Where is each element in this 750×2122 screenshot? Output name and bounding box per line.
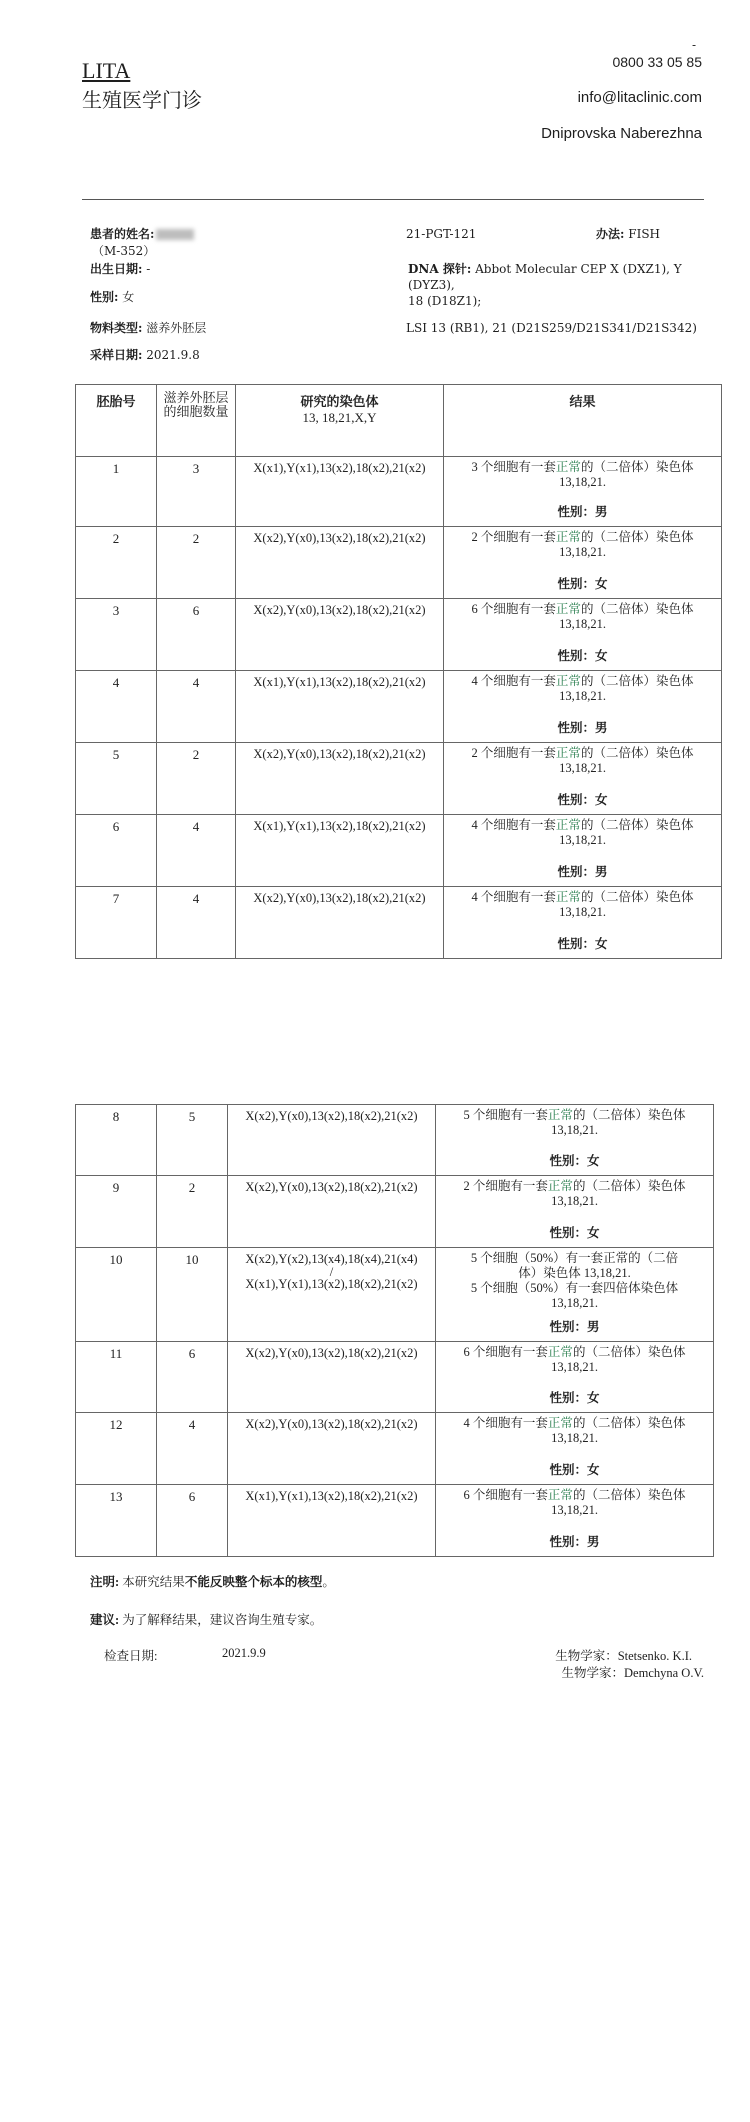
result-suffix: 的（二倍体）染色体: [580, 818, 694, 832]
patient-name-row: [90, 226, 194, 242]
result-count: 5: [463, 1108, 470, 1122]
table-row: [76, 599, 722, 671]
result-normal-highlight: 正常: [547, 1345, 573, 1359]
result-normal-highlight: 正常: [555, 460, 581, 474]
result-suffix: 的（二倍体）染色体: [580, 674, 694, 688]
clinic-name: 生殖医学门诊: [82, 90, 202, 112]
advice-text: 为了解释结果，建议咨询生殖专家。: [122, 1613, 323, 1627]
karyotype: [228, 1176, 436, 1248]
karyotype-text: X(x1),Y(x1),13(x2),18(x2),21(x2): [253, 675, 426, 689]
result-text: [450, 460, 715, 475]
sex-value: 男: [587, 1535, 600, 1549]
exam-date-label: 检查日期:: [104, 1649, 158, 1663]
table-row: [76, 1485, 714, 1557]
table-row: [76, 887, 722, 959]
sex-value: 男: [595, 865, 608, 879]
result-normal-highlight: 正常: [555, 602, 581, 616]
result-text: 体）染色体 13,18,21.: [518, 1266, 631, 1280]
result-sex: [436, 1391, 713, 1406]
result-cell: [436, 1248, 714, 1342]
sex-label: 性别：: [549, 1320, 587, 1334]
result-text: [450, 602, 715, 617]
result-count: 6: [471, 602, 478, 616]
result-chromosomes: 13,18,21.: [559, 833, 606, 847]
result-text: [442, 1488, 707, 1503]
cell-count: 6: [157, 1342, 228, 1413]
result-prefix: 个细胞有一套: [480, 460, 556, 474]
karyotype: [236, 457, 444, 527]
probe-line3: 18 (D18Z1);: [408, 294, 482, 308]
result-suffix: 的（二倍体）染色体: [580, 890, 694, 904]
cell-count: 10: [157, 1248, 228, 1342]
result-prefix: 个细胞有一套: [472, 1488, 548, 1502]
cell-count: 2: [157, 743, 236, 815]
dob-label: 出生日期:: [90, 262, 143, 276]
col-header-embryo: 胚胎号: [76, 385, 157, 457]
result-count: 4: [463, 1416, 470, 1430]
table-row: [76, 671, 722, 743]
result-cell: [436, 1176, 714, 1248]
results-table-page2: [75, 1104, 714, 1557]
karyotype: [236, 815, 444, 887]
result-text: [442, 1416, 707, 1431]
sex-label: 性别：: [557, 865, 595, 879]
result-prefix: 个细胞有一套: [472, 1179, 548, 1193]
embryo-number: 9: [76, 1176, 157, 1248]
result-count: 4: [471, 818, 478, 832]
probe-line2: (DYZ3),: [408, 278, 455, 292]
embryo-number: 8: [76, 1105, 157, 1176]
biologist-2: 生物学家：Demchyna O.V.: [561, 1666, 704, 1680]
table-row: [76, 743, 722, 815]
sex-label: 性别：: [557, 937, 595, 951]
result-suffix: 的（二倍体）染色体: [580, 460, 694, 474]
result-suffix: 的（二倍体）染色体: [572, 1416, 686, 1430]
result-normal-highlight: 正常: [547, 1108, 573, 1122]
result-sex: [444, 865, 721, 880]
karyotype-text: X(x2),Y(x0),13(x2),18(x2),21(x2): [253, 531, 426, 545]
karyotype-text: X(x2),Y(x0),13(x2),18(x2),21(x2): [253, 603, 426, 617]
table-row: [76, 1413, 714, 1485]
result-count: 3: [471, 460, 478, 474]
result-chromosomes: 13,18,21.: [559, 617, 606, 631]
result-prefix: 个细胞有一套: [480, 530, 556, 544]
sex-label: 性别：: [549, 1154, 587, 1168]
result-cell: [436, 1342, 714, 1413]
patient-id: （M-352）: [92, 244, 156, 258]
result-prefix: 个细胞有一套: [480, 746, 556, 760]
result-normal-highlight: 正常: [555, 746, 581, 760]
result-suffix: 的（二倍体）染色体: [580, 602, 694, 616]
result-chromosomes: 13,18,21.: [551, 1431, 598, 1445]
karyotype-text: X(x2),Y(x0),13(x2),18(x2),21(x2): [245, 1109, 418, 1123]
result-count: 2: [471, 746, 478, 760]
material-row: [90, 320, 206, 336]
karyotype-text: X(x2),Y(x0),13(x2),18(x2),21(x2): [245, 1417, 418, 1431]
result-suffix: 的（二倍体）染色体: [572, 1179, 686, 1193]
sex-label: 性别：: [557, 793, 595, 807]
chrom-title: 研究的染色体: [300, 394, 379, 409]
table-row: [76, 815, 722, 887]
header-divider: [82, 199, 704, 200]
karyotype: [228, 1248, 436, 1342]
result-sex: [444, 793, 721, 808]
result-sex: [436, 1226, 713, 1241]
embryo-number: 12: [76, 1413, 157, 1485]
result-suffix: 的（二倍体）染色体: [572, 1488, 686, 1502]
note-row: [90, 1572, 335, 1590]
result-cell: [436, 1105, 714, 1176]
karyotype-text: X(x2),Y(x0),13(x2),18(x2),21(x2): [245, 1180, 418, 1194]
karyotype: [236, 671, 444, 743]
result-text: [442, 1345, 707, 1360]
corner-mark: -: [692, 38, 697, 52]
result-prefix: 个细胞有一套: [480, 818, 556, 832]
karyotype-text: X(x2),Y(x0),13(x2),18(x2),21(x2): [245, 1346, 418, 1360]
result-text: [442, 1179, 707, 1194]
result-cell: [436, 1413, 714, 1485]
advice-label: 建议:: [90, 1613, 120, 1627]
karyotype-text-2: X(x1),Y(x1),13(x2),18(x2),21(x2): [245, 1277, 418, 1291]
clinic-address: Dniprovska Naberezhna: [541, 125, 702, 142]
sex-value: 女: [595, 793, 608, 807]
sex-value: 女: [595, 649, 608, 663]
result-prefix: 个细胞有一套: [472, 1345, 548, 1359]
embryo-number: 6: [76, 815, 157, 887]
dob-value: -: [146, 262, 151, 276]
result-text: [450, 890, 715, 905]
result-chromosomes: 13,18,21.: [551, 1123, 598, 1137]
dob-row: [90, 261, 150, 277]
note-label: 注明:: [90, 1575, 120, 1589]
probe-line4: LSI 13 (RB1), 21 (D21S259/D21S341/D21S342): [406, 321, 697, 335]
result-normal-highlight: 正常: [555, 890, 581, 904]
sex-value: 女: [587, 1463, 600, 1477]
result-cell: [444, 887, 722, 959]
results-table-page1: [75, 384, 722, 959]
material-label: 物料类型:: [90, 321, 143, 335]
result-chromosomes: 13,18,21.: [559, 761, 606, 775]
exam-date-value: 2021.9.9: [222, 1646, 266, 1660]
result-cell: [444, 743, 722, 815]
result-sex: [444, 649, 721, 664]
karyotype-text: X(x2),Y(x0),13(x2),18(x2),21(x2): [253, 891, 426, 905]
result-prefix: 个细胞有一套: [472, 1416, 548, 1430]
note-bold: 不能反映整个标本的核型: [184, 1575, 323, 1589]
result-suffix: 的（二倍体）染色体: [580, 746, 694, 760]
result-suffix: 的（二倍体）染色体: [572, 1345, 686, 1359]
sex-label: 性别：: [549, 1535, 587, 1549]
result-sex: [436, 1535, 713, 1550]
result-sex: [444, 577, 721, 592]
col-header-chromosomes: [236, 385, 444, 457]
sex-label: 性别：: [549, 1391, 587, 1405]
col-header-cells: 滋养外胚层的细胞数量: [157, 385, 236, 457]
embryo-number: 10: [76, 1248, 157, 1342]
cell-count: 5: [157, 1105, 228, 1176]
result-chromosomes: 13,18,21.: [551, 1503, 598, 1517]
sex-value: 女: [587, 1226, 600, 1240]
embryo-number: 13: [76, 1485, 157, 1557]
table-row: [76, 527, 722, 599]
result-text: [442, 1108, 707, 1123]
result-cell: [444, 599, 722, 671]
sex-label: 性别：: [549, 1226, 587, 1240]
karyotype-text: X(x1),Y(x1),13(x2),18(x2),21(x2): [253, 819, 426, 833]
result-chromosomes: 13,18,21.: [551, 1360, 598, 1374]
sex-value: 男: [595, 505, 608, 519]
result-normal-highlight: 正常: [547, 1179, 573, 1193]
sex-value: 女: [122, 290, 135, 304]
result-prefix: 个细胞有一套: [480, 890, 556, 904]
chrom-subtitle: 13, 18,21,X,Y: [302, 410, 377, 425]
result-cell: [444, 457, 722, 527]
sex-label: 性别：: [557, 505, 595, 519]
result-prefix: 个细胞有一套: [480, 602, 556, 616]
result-text: [450, 746, 715, 761]
cell-count: 3: [157, 457, 236, 527]
karyotype: [236, 887, 444, 959]
sex-value: 女: [587, 1391, 600, 1405]
karyotype: [228, 1342, 436, 1413]
material-value: 滋养外胚层: [146, 321, 207, 335]
sex-label: 性别：: [557, 577, 595, 591]
patient-name-label: 患者的姓名:: [90, 227, 155, 241]
result-chromosomes: 13,18,21.: [559, 689, 606, 703]
cell-count: 4: [157, 887, 236, 959]
result-suffix: 的（二倍体）染色体: [580, 530, 694, 544]
patient-name-redacted: [156, 229, 194, 240]
sex-value: 女: [595, 937, 608, 951]
result-count: 4: [471, 674, 478, 688]
sex-value: 男: [587, 1320, 600, 1334]
result-text: [450, 530, 715, 545]
result-chromosomes: 13,18,21.: [551, 1194, 598, 1208]
clinic-email: info@litaclinic.com: [577, 89, 702, 106]
embryo-number: 1: [76, 457, 157, 527]
result-text: [450, 818, 715, 833]
karyotype-separator: /: [329, 1265, 334, 1279]
result-text: [450, 674, 715, 689]
embryo-number: 7: [76, 887, 157, 959]
karyotype-text: X(x1),Y(x1),13(x2),18(x2),21(x2): [245, 1489, 418, 1503]
cell-count: 2: [157, 527, 236, 599]
result-count: 4: [471, 890, 478, 904]
note-text: 本研究结果: [122, 1575, 185, 1589]
method-row: [596, 226, 660, 242]
result-sex: [444, 721, 721, 736]
probe-block: [408, 261, 708, 309]
result-cell: [444, 671, 722, 743]
cell-count: 2: [157, 1176, 228, 1248]
result-normal-highlight: 正常: [547, 1488, 573, 1502]
sex-label: 性别:: [90, 290, 119, 304]
sex-value: 女: [587, 1154, 600, 1168]
embryo-number: 5: [76, 743, 157, 815]
sex-label: 性别：: [557, 649, 595, 663]
cell-count: 4: [157, 671, 236, 743]
sex-row: [90, 289, 134, 305]
result-sex: [436, 1463, 713, 1478]
sample-date-value: 2021.9.8: [146, 348, 200, 362]
sex-label: 性别：: [549, 1463, 587, 1477]
method-label: 办法:: [596, 227, 625, 241]
result-sex: [444, 937, 721, 952]
clinic-phone: 0800 33 05 85: [612, 54, 702, 70]
result-count: 6: [463, 1345, 470, 1359]
table-row: [76, 1248, 714, 1342]
embryo-number: 11: [76, 1342, 157, 1413]
result-suffix: 的（二倍体）染色体: [572, 1108, 686, 1122]
cell-count: 6: [157, 1485, 228, 1557]
result-prefix: 个细胞有一套: [480, 674, 556, 688]
sample-date-label: 采样日期:: [90, 348, 143, 362]
cell-count: 4: [157, 815, 236, 887]
sex-value: 女: [595, 577, 608, 591]
result-prefix: 个细胞有一套: [472, 1108, 548, 1122]
table-row: [76, 1342, 714, 1413]
result-count: 6: [463, 1488, 470, 1502]
embryo-number: 3: [76, 599, 157, 671]
result-chromosomes: 13,18,21.: [559, 905, 606, 919]
sample-date-row: [90, 347, 200, 363]
result-chromosomes: 13,18,21.: [559, 545, 606, 559]
karyotype: [236, 743, 444, 815]
cell-count: 6: [157, 599, 236, 671]
karyotype: [228, 1105, 436, 1176]
karyotype-text: X(x2),Y(x0),13(x2),18(x2),21(x2): [253, 747, 426, 761]
advice-row: [90, 1610, 322, 1628]
karyotype-text: X(x1),Y(x1),13(x2),18(x2),21(x2): [253, 461, 426, 475]
sex-label: 性别：: [557, 721, 595, 735]
result-normal-highlight: 正常: [555, 818, 581, 832]
result-normal-highlight: 正常: [555, 530, 581, 544]
result-text: 13,18,21.: [551, 1296, 598, 1310]
table-row: [76, 457, 722, 527]
biologist-1: 生物学家：Stetsenko. K.I.: [555, 1649, 692, 1663]
karyotype: [236, 599, 444, 671]
cell-count: 4: [157, 1413, 228, 1485]
note-end: 。: [322, 1575, 335, 1589]
karyotype-text: X(x2),Y(x2),13(x4),18(x4),21(x4): [245, 1252, 418, 1266]
result-chromosomes: 13,18,21.: [559, 475, 606, 489]
sex-value: 男: [595, 721, 608, 735]
result-cell: [436, 1485, 714, 1557]
result-text: 5 个细胞（50%）有一套四倍体染色体: [470, 1281, 679, 1295]
case-number: 21-PGT-121: [406, 227, 477, 241]
result-text: 5 个细胞（50%）有一套正常的（二倍: [470, 1251, 679, 1265]
result-sex: [436, 1154, 713, 1169]
result-cell: [444, 527, 722, 599]
result-normal-highlight: 正常: [555, 674, 581, 688]
karyotype: [236, 527, 444, 599]
method-value: FISH: [628, 227, 661, 241]
table-row: [76, 1105, 714, 1176]
brand-logo-text: LITA: [82, 58, 131, 83]
result-count: 2: [463, 1179, 470, 1193]
result-sex: [436, 1320, 713, 1335]
embryo-number: 2: [76, 527, 157, 599]
probe-label: DNA 探针:: [408, 262, 472, 276]
result-normal-highlight: 正常: [547, 1416, 573, 1430]
result-cell: [444, 815, 722, 887]
probe-line1: Abbot Molecular CEP X (DXZ1), Y: [475, 262, 682, 276]
table-row: [76, 1176, 714, 1248]
embryo-number: 4: [76, 671, 157, 743]
result-sex: [444, 505, 721, 520]
karyotype: [228, 1413, 436, 1485]
col-header-result: 结果: [444, 385, 722, 457]
result-count: 2: [471, 530, 478, 544]
karyotype: [228, 1485, 436, 1557]
